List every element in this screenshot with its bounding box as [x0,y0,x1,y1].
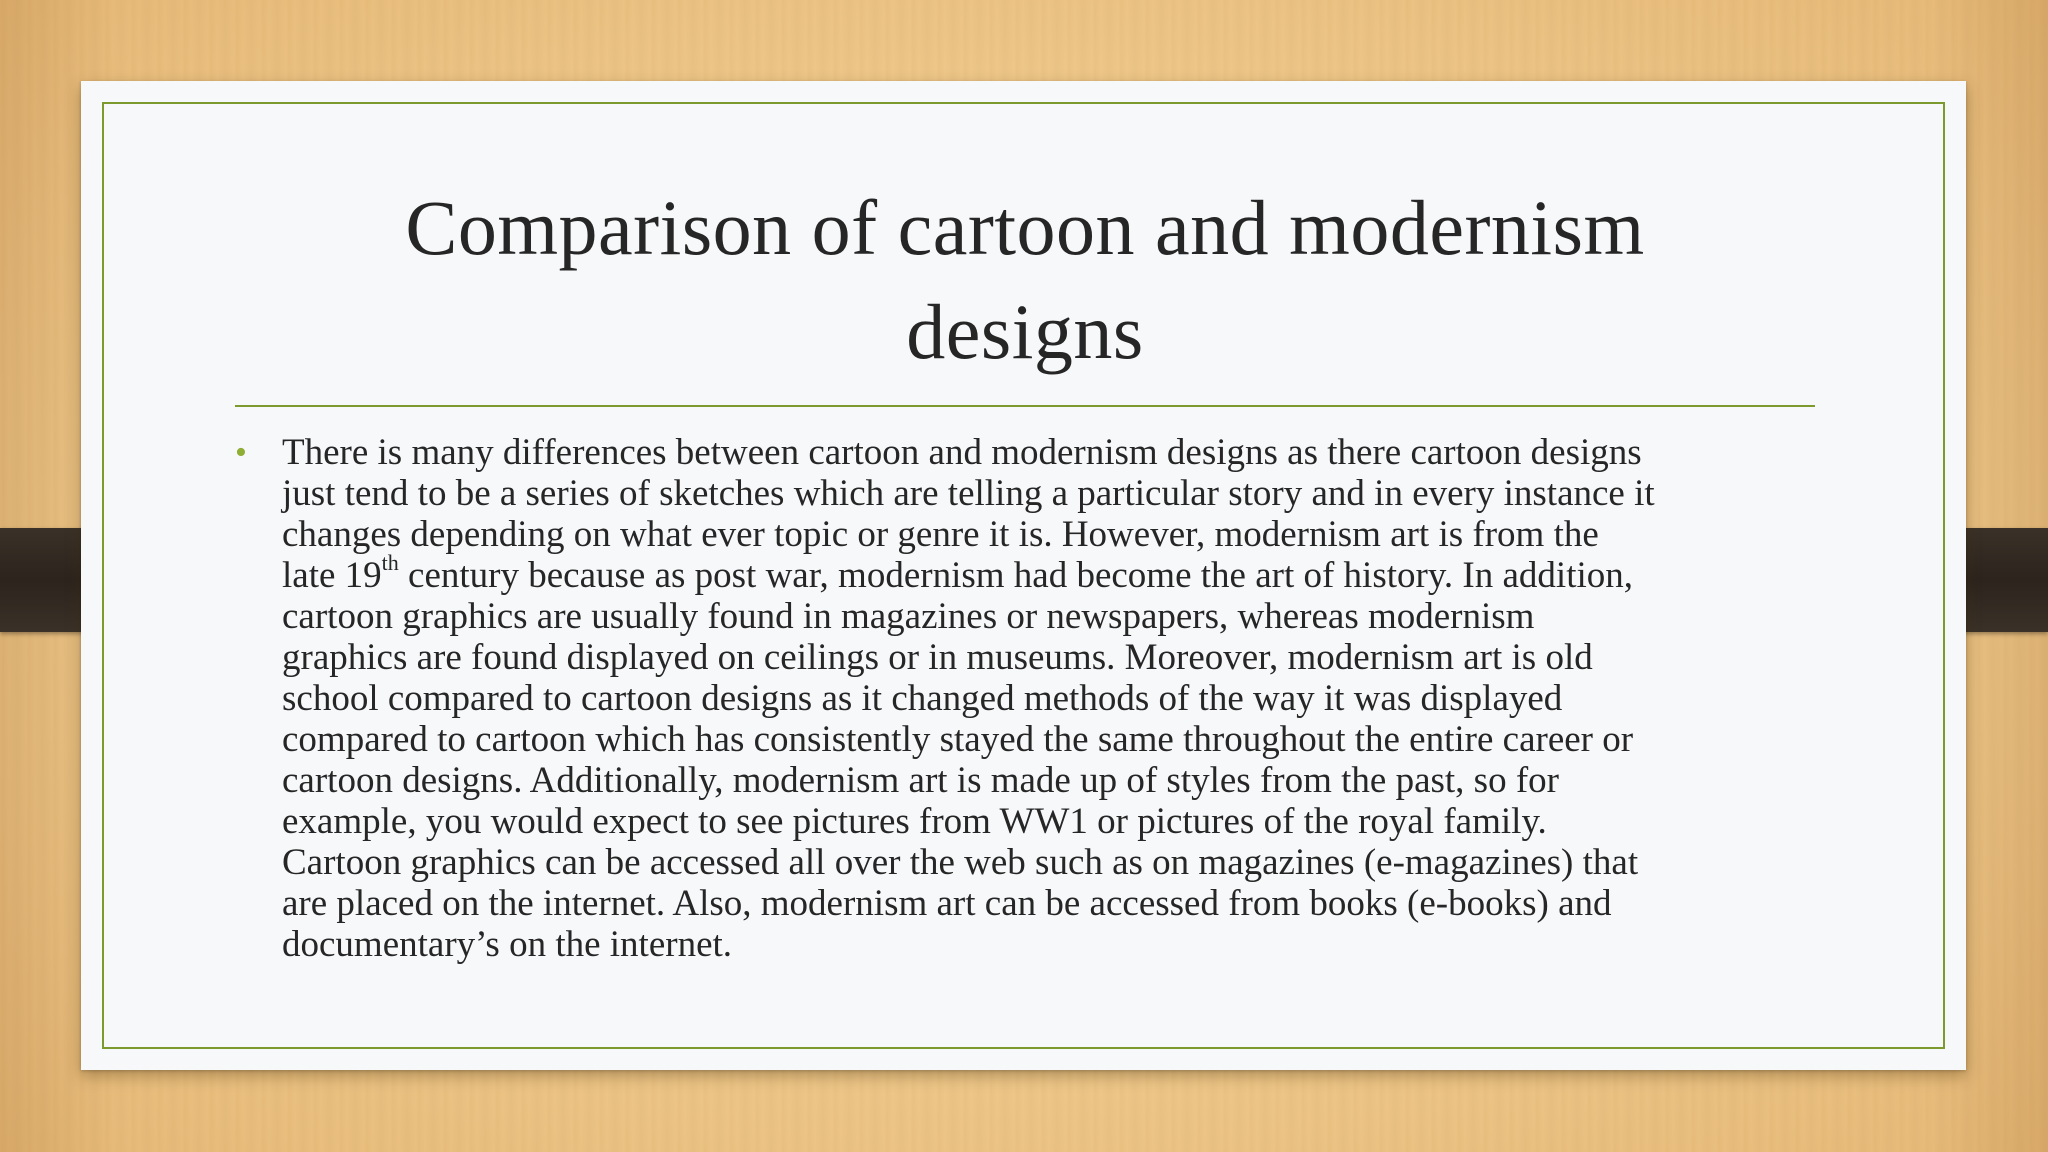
body-bullet-list [235,432,1825,965]
body-text-line: Cartoon graphics can be accessed all over the web such as on magazines (e-magazines) that [282,842,1639,883]
slide-title-line-2: designs [906,288,1144,375]
body-text-line: cartoon designs. Additionally, modernism art is made up of styles from the past, so for [282,760,1559,801]
body-text-segment: century because as post war, modernism had become the art of history. In addition, [398,555,1634,596]
body-text-line-superscript [282,549,1825,596]
body-text-line: example, you would expect to see pictures from WW1 or pictures of the royal family. [282,801,1547,842]
body-text-line: cartoon graphics are usually found in magazines or newspapers, whereas modernism [282,596,1535,637]
bullet-item [235,432,1825,965]
body-text-line: graphics are found displayed on ceilings or in museums. Moreover, modernism art is old [282,637,1593,678]
body-text-line: are placed on the internet. Also, modernism art can be accessed from books (e-books) and [282,883,1612,924]
bullet-dot-icon: • [235,434,247,471]
body-text-line: changes depending on what ever topic or genre it is. However, modernism art is from the [282,514,1599,555]
body-text-line: There is many differences between cartoon and modernism designs as there cartoon designs [282,432,1642,473]
body-text-line: documentary’s on the internet. [282,924,733,965]
title-divider [235,405,1815,407]
ordinal-superscript: th [381,549,399,575]
body-text-line: compared to cartoon which has consistently stayed the same throughout the entire career or [282,719,1634,760]
body-text-segment: late 19 [282,555,382,596]
slide-title [180,176,1870,384]
slide-title-line-1: Comparison of cartoon and modernism [405,184,1645,271]
body-text-line: just tend to be a series of sketches which are telling a particular story and in every instance it [282,473,1655,514]
body-text-line: school compared to cartoon designs as it changed methods of the way it was displayed [282,678,1563,719]
